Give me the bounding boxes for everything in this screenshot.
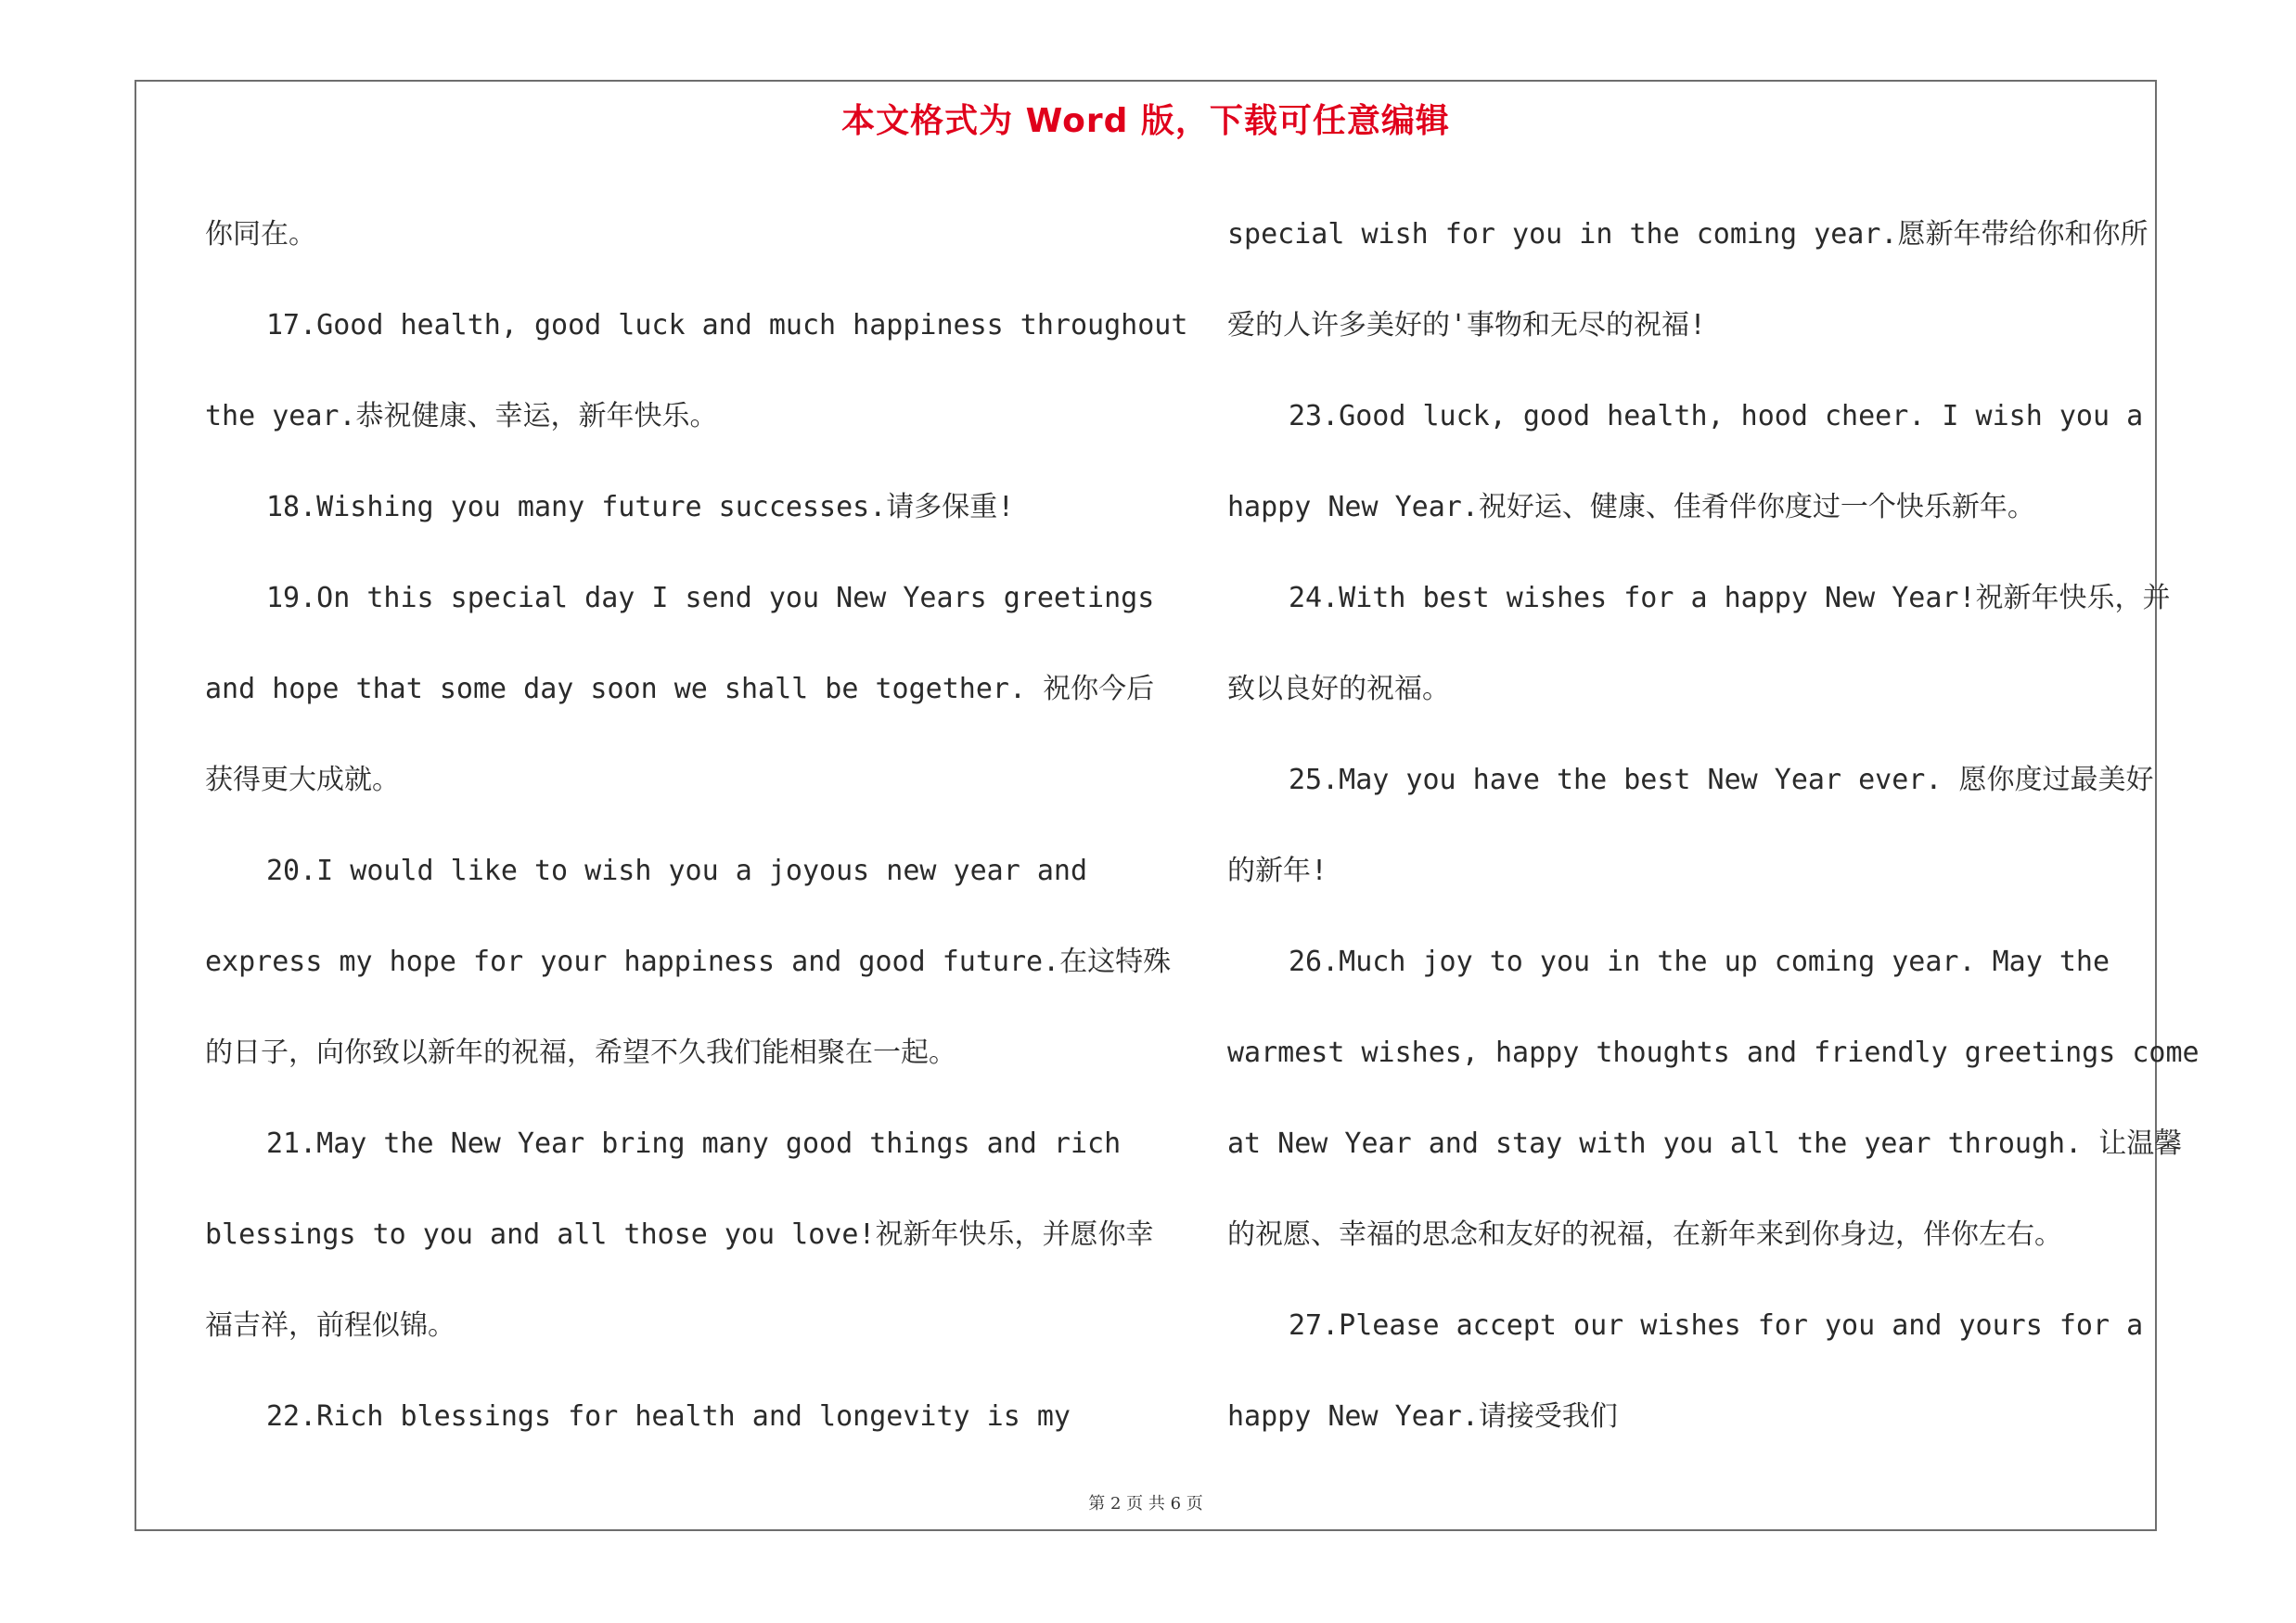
- text-line: 你同在。: [205, 218, 316, 251]
- text-line: 21.May the New Year bring many good things and rich: [266, 1127, 1122, 1160]
- text-line: 18.Wishing you many future successes.请多保重!: [266, 491, 1015, 523]
- text-line: and hope that some day soon we shall be together. 祝你今后: [205, 673, 1155, 705]
- text-line: 爱的人许多美好的'事物和无尽的祝福!: [1227, 309, 1707, 341]
- text-line: 17.Good health, good luck and much happiness throughout: [266, 309, 1188, 341]
- text-line: special wish for you in the coming year.愿新年带给你和你所: [1227, 218, 2148, 251]
- text-line: 20.I would like to wish you a joyous new year and: [266, 855, 1088, 887]
- text-line: warmest wishes, happy thoughts and friendly greetings come: [1227, 1037, 2200, 1069]
- text-line: 23.Good luck, good health, hood cheer. I wish you a: [1289, 400, 2144, 432]
- text-line: express my hope for your happiness and good future.在这特殊: [205, 946, 1172, 978]
- text-line: 27.Please accept our wishes for you and yours for a: [1289, 1309, 2144, 1342]
- text-line: blessings to you and all those you love!祝新年快乐，并愿你幸: [205, 1218, 1154, 1251]
- text-line: 的日子，向你致以新年的祝福，希望不久我们能相聚在一起。: [205, 1037, 956, 1069]
- text-line: the year.恭祝健康、幸运，新年快乐。: [205, 400, 718, 432]
- text-line: 的新年!: [1227, 855, 1328, 887]
- document-page: [135, 80, 2200, 1531]
- text-line: at New Year and stay with you all the year through. 让温馨: [1227, 1127, 2183, 1160]
- editable-notice-header: 本文格式为 Word 版，下载可任意编辑: [841, 102, 1450, 140]
- right-text-column: [1227, 189, 2200, 1462]
- text-line: happy New Year.祝好运、健康、佳肴伴你度过一个快乐新年。: [1227, 491, 2035, 523]
- page-number-footer: 第 2 页 共 6 页: [1088, 1494, 1203, 1514]
- text-line: 25.May you have the best New Year ever. 愿你度过最美好: [1289, 764, 2154, 796]
- text-line: 19.On this special day I send you New Years greetings: [266, 582, 1155, 614]
- text-line: 获得更大成就。: [205, 764, 400, 796]
- text-line: 福吉祥，前程似锦。: [205, 1309, 455, 1342]
- text-line: 的祝愿、幸福的思念和友好的祝福，在新年来到你身边，伴你左右。: [1227, 1218, 2062, 1251]
- text-line: 24.With best wishes for a happy New Year!祝新年快乐，并: [1289, 582, 2171, 614]
- text-line: 22.Rich blessings for health and longevity is my: [266, 1400, 1071, 1433]
- text-line: 26.Much joy to you in the up coming year. May the: [1289, 946, 2110, 978]
- left-text-column: [205, 189, 1188, 1462]
- text-line: 致以良好的祝福。: [1227, 673, 1450, 705]
- text-line: happy New Year.请接受我们: [1227, 1400, 1618, 1433]
